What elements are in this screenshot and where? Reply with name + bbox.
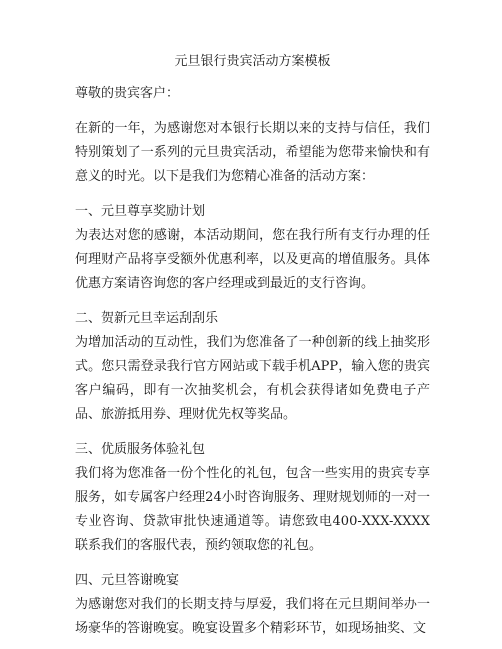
paragraph-gap bbox=[75, 558, 430, 569]
intro-paragraph: 在新的一年，为感谢您对本银行长期以来的支持与信任，我们特别策划了一系列的元旦贵宾活动，希望能为您带来愉快和有意义的时光。以下是我们为您精心准备的活动方案： bbox=[75, 121, 430, 184]
document-page bbox=[75, 52, 430, 641]
section-heading-1: 一、元旦尊享奖励计划 bbox=[75, 204, 206, 219]
section-heading-3: 三、优质服务体验礼包 bbox=[75, 442, 206, 457]
paragraph-gap bbox=[75, 427, 430, 438]
section-body-4: 为感谢您对我们的长期支持与厚爱，我们将在元旦期间举办一场豪华的答谢晚宴。晚宴设置多个精彩环节，如现场抽奖、文 bbox=[75, 597, 430, 636]
section-body-1: 为表达对您的感谢，本活动期间，您在我行所有支行办理的任何理财产品将享受额外优惠利率，以及更高的增值服务。具体优惠方案请咨询您的客户经理或到最近的支行咨询。 bbox=[75, 228, 430, 291]
section-body-2: 为增加活动的互动性，我们为您准备了一种创新的线上抽奖形式。您只需登录我行官方网站或下载手机APP，输入您的贵宾客户编码，即有一次抽奖机会，有机会获得诸如免费电子产品、旅游抵用券、理财优先权等奖品。 bbox=[75, 335, 430, 422]
salutation: 尊敬的贵宾客户： bbox=[75, 86, 180, 101]
document-title: 元旦银行贵宾活动方案模板 bbox=[174, 54, 331, 69]
section-body-3: 我们将为您准备一份个性化的礼包，包含一些实用的贵宾专享服务，如专属客户经理24小时咨询服务、理财规划师的一对一专业咨询、贷款审批快速通道等。请您致电400-XXX-XXXX联系我们的客服代表，预约领取您的礼包。 bbox=[75, 466, 430, 553]
paragraph-gap bbox=[75, 189, 430, 200]
section-heading-2: 二、贺新元旦幸运刮刮乐 bbox=[75, 311, 219, 326]
section-heading-4: 四、元旦答谢晚宴 bbox=[75, 573, 180, 588]
paragraph-gap bbox=[75, 296, 430, 307]
paragraph-gap bbox=[75, 106, 430, 117]
